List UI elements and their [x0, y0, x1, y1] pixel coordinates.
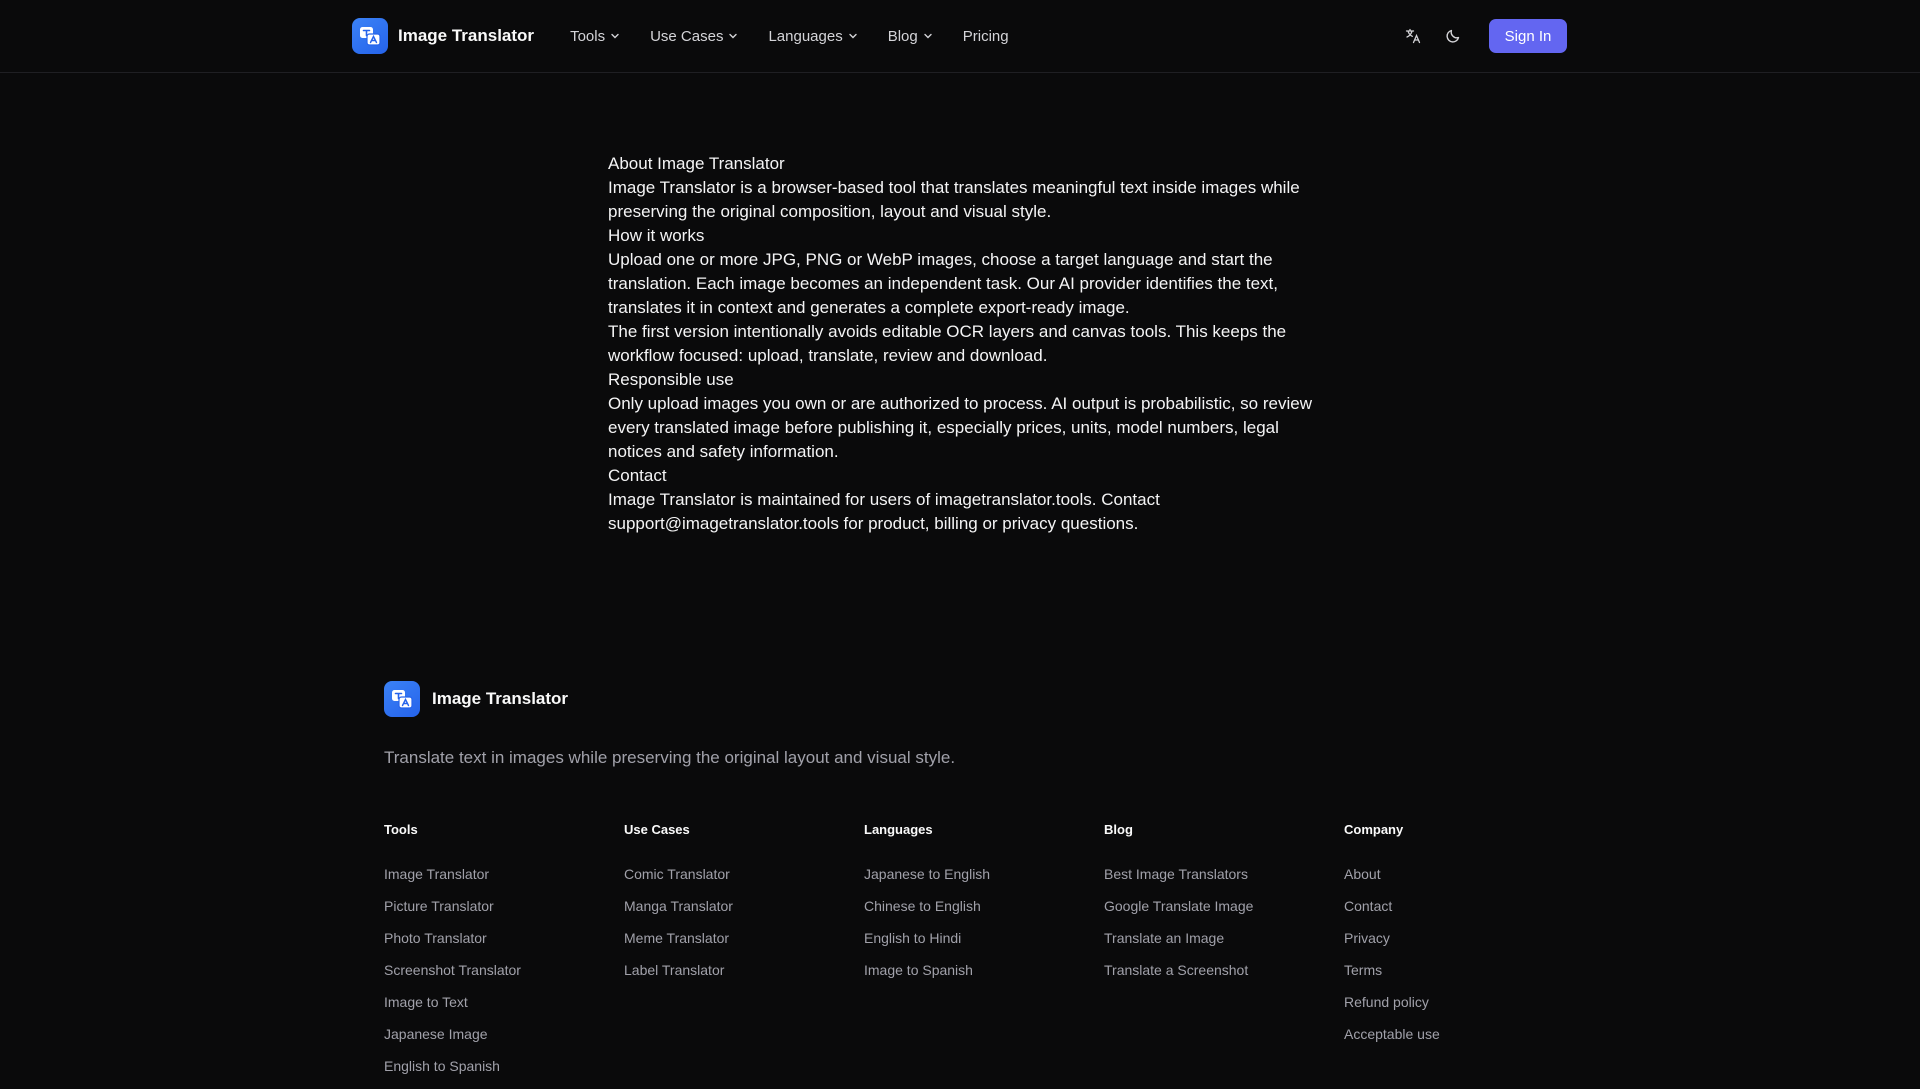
footer-column-use-cases — [624, 822, 733, 993]
nav-use-cases-label: Use Cases — [650, 27, 724, 45]
footer-column-languages — [864, 822, 990, 993]
footer-link[interactable]: Chinese to English — [864, 898, 981, 914]
footer-column-heading: Tools — [384, 822, 418, 837]
footer-link[interactable]: Japanese to English — [864, 866, 991, 882]
footer-link[interactable]: Label Translator — [624, 962, 725, 978]
footer-link[interactable]: Comic Translator — [624, 866, 730, 882]
moon-icon — [1445, 28, 1461, 44]
footer-column-heading: Use Cases — [624, 822, 690, 837]
nav-blog[interactable] — [888, 28, 933, 45]
responsible-use-text: Only upload images you own or are authorized to process. AI output is probabilistic, so review every translated image before publishing it, especially prices, units, model numbers, legal notices and safety information. — [608, 394, 1312, 461]
sign-in-button[interactable]: Sign In — [1489, 19, 1567, 53]
chevron-down-icon — [728, 31, 738, 41]
chevron-down-icon — [923, 31, 933, 41]
footer-logo — [384, 681, 420, 717]
chevron-down-icon — [848, 31, 858, 41]
contact-heading: Contact — [608, 466, 667, 485]
footer-brand-name: Image Translator — [432, 689, 569, 708]
about-heading: About Image Translator — [608, 154, 785, 173]
nav-tools[interactable] — [570, 28, 620, 45]
footer-link[interactable]: Translate a Screenshot — [1104, 962, 1249, 978]
footer-column-company — [1344, 822, 1440, 1057]
footer-link[interactable]: Refund policy — [1344, 994, 1429, 1010]
footer-link[interactable]: Best Image Translators — [1104, 866, 1248, 882]
footer-link[interactable]: Image to Spanish — [864, 962, 973, 978]
top-navbar — [0, 0, 1920, 73]
footer-link[interactable]: Acceptable use — [1344, 1026, 1440, 1042]
footer-link-list — [1344, 865, 1440, 1057]
footer-link[interactable]: Contact — [1344, 898, 1393, 914]
translator-logo-icon — [391, 688, 413, 710]
navbar-content — [352, 18, 1567, 54]
footer-column-heading: Blog — [1104, 822, 1133, 837]
brand-logo[interactable] — [352, 18, 388, 54]
nav-pricing[interactable] — [963, 28, 1009, 45]
language-switch-button[interactable] — [1403, 26, 1423, 46]
nav-links — [570, 28, 1009, 45]
how-it-works-heading: How it works — [608, 226, 705, 245]
footer-link[interactable]: Image Translator — [384, 866, 490, 882]
how-it-works-text: Upload one or more JPG, PNG or WebP images, choose a target language and start the translation. Each image becomes an independent task. Our AI provider identifies the text, translates it in context and generates a complete export-ready image. — [608, 250, 1278, 317]
footer-link[interactable]: About — [1344, 866, 1381, 882]
about-content — [608, 152, 1318, 536]
footer-link[interactable]: Translate an Image — [1104, 930, 1225, 946]
footer-tagline: Translate text in images while preserving the original layout and visual style. — [384, 748, 956, 767]
footer-link-list — [624, 865, 733, 993]
nav-languages-label: Languages — [768, 27, 843, 45]
footer-link-list — [1104, 865, 1253, 993]
footer-link[interactable]: Manga Translator — [624, 898, 733, 914]
nav-languages[interactable] — [768, 28, 857, 45]
translator-logo-icon — [359, 25, 381, 47]
footer-column-heading: Company — [1344, 822, 1404, 837]
footer-link[interactable]: Japanese Image — [384, 1026, 488, 1042]
footer-column-blog — [1104, 822, 1253, 993]
footer-column-tools — [384, 822, 521, 1089]
footer-link[interactable]: Meme Translator — [624, 930, 730, 946]
footer-link[interactable]: Privacy — [1344, 930, 1390, 946]
nav-use-cases[interactable] — [650, 28, 738, 45]
footer-link-list — [384, 865, 521, 1089]
nav-actions — [1403, 19, 1567, 53]
nav-pricing-label: Pricing — [962, 27, 1009, 45]
footer-link[interactable]: Picture Translator — [384, 898, 494, 914]
footer-link[interactable]: Screenshot Translator — [384, 962, 521, 978]
footer-link[interactable]: English to Spanish — [384, 1058, 500, 1074]
footer-column-heading: Languages — [864, 822, 933, 837]
footer-link[interactable]: Image to Text — [384, 994, 468, 1010]
footer-brand[interactable] — [384, 681, 568, 717]
first-version-text: The first version intentionally avoids editable OCR layers and canvas tools. This keeps the workflow focused: upload, translate, review and download. — [608, 322, 1287, 365]
footer-link[interactable]: Terms — [1344, 962, 1383, 978]
nav-tools-label: Tools — [570, 27, 606, 45]
footer-link[interactable]: Photo Translator — [384, 930, 487, 946]
brand-name[interactable]: Image Translator — [398, 26, 535, 45]
about-intro: Image Translator is a browser-based tool that translates meaningful text inside images while preserving the original composition, layout and visual style. — [608, 178, 1300, 221]
responsible-use-heading: Responsible use — [608, 370, 734, 389]
contact-text: Image Translator is maintained for users of imagetranslator.tools. Contact support@imagetranslator.tools for product, billing or privacy questions. — [608, 490, 1160, 533]
footer-link-list — [864, 865, 990, 993]
footer-link[interactable]: English to Hindi — [864, 930, 962, 946]
chevron-down-icon — [610, 31, 620, 41]
translate-icon — [1405, 28, 1421, 44]
nav-blog-label: Blog — [887, 27, 918, 45]
theme-toggle-button[interactable] — [1443, 26, 1463, 46]
footer-link[interactable]: Google Translate Image — [1104, 898, 1254, 914]
